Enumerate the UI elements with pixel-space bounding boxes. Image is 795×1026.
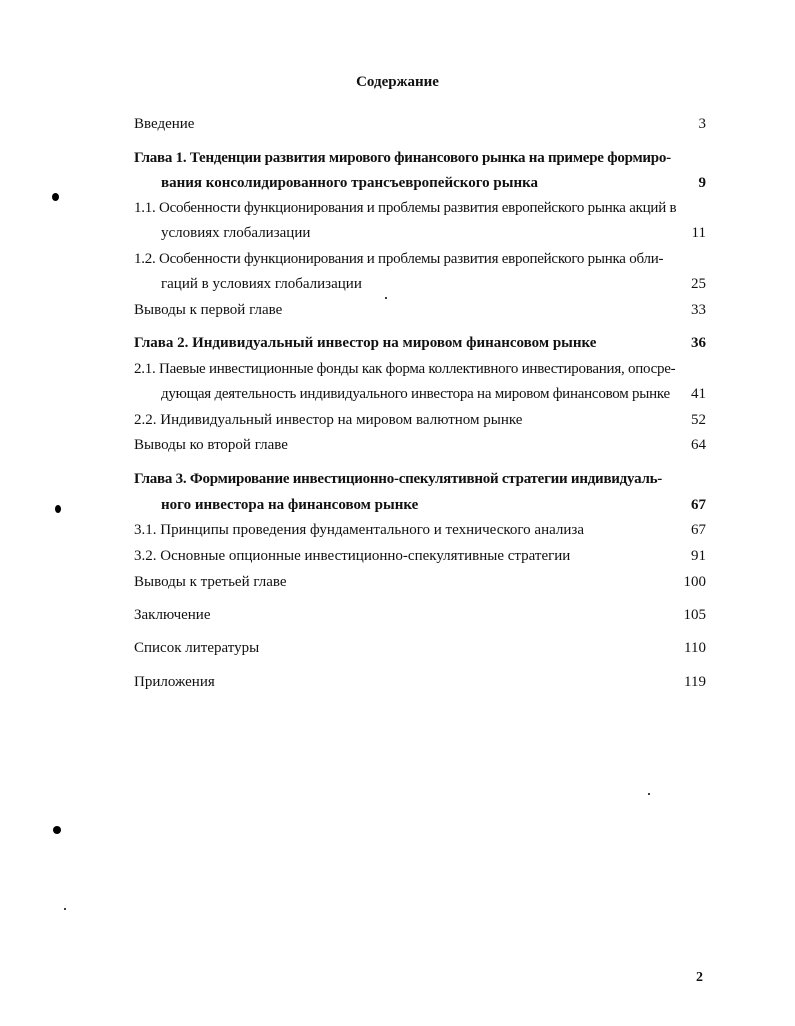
toc-entry-text: Глава 3. Формирование инвестиционно-спекулятивной стратегии индивидуаль- [134, 471, 663, 487]
toc-entry-page: 110 [684, 640, 706, 656]
scan-speck [385, 297, 387, 299]
toc-entry-page: 41 [691, 386, 706, 402]
toc-entry-page: 67 [691, 497, 706, 513]
page-number: 2 [696, 970, 703, 985]
toc-entry-text: Глава 1. Тенденции развития мирового финансового рынка на примере формиро- [134, 150, 671, 166]
binder-mark [52, 193, 59, 201]
toc-entry-text: ного инвестора на финансовом рынке [161, 497, 419, 513]
toc-entry-page: 36 [691, 335, 706, 351]
scan-speck [648, 793, 650, 795]
toc-entry-text: дующая деятельность индивидуального инвестора на мировом финансовом рынке [161, 386, 670, 402]
toc-entry-page: 105 [683, 607, 706, 623]
toc-entry-page: 11 [691, 225, 706, 241]
toc-entry-page: 52 [691, 412, 706, 428]
toc-entry-text: Заключение [134, 607, 211, 623]
toc-entry-text: вания консолидированного трансъевропейского рынка [161, 175, 539, 191]
toc-entry-page: 9 [698, 175, 706, 191]
toc-entry-text: 1.2. Особенности функционирования и проблемы развития европейского рынка обли- [134, 251, 664, 267]
toc-entry-text: гаций в условиях глобализации [161, 276, 362, 292]
toc-entry-text: 2.1. Паевые инвестиционные фонды как форма коллективного инвестирования, опосре- [134, 361, 676, 377]
toc-entry-text: Выводы к первой главе [134, 302, 283, 318]
toc-entry-text: Выводы ко второй главе [134, 437, 288, 453]
toc-entry-text: Выводы к третьей главе [134, 574, 287, 590]
toc-entry-text: Глава 2. Индивидуальный инвестор на мировом финансовом рынке [134, 335, 597, 351]
toc-entry-text: 1.1. Особенности функционирования и проблемы развития европейского рынка акций в [134, 200, 677, 216]
binder-mark [55, 505, 61, 513]
toc-entry-text: Список литературы [134, 640, 260, 656]
binder-mark [53, 826, 61, 834]
toc-entry-text: 2.2. Индивидуальный инвестор на мировом валютном рынке [134, 412, 523, 428]
toc-entry-page: 33 [691, 302, 706, 318]
toc-entry-page: 100 [683, 574, 706, 590]
toc-entry-page: 25 [691, 276, 706, 292]
toc-entry-text: Введение [134, 116, 195, 132]
toc-entry-text: 3.1. Принципы проведения фундаментального и технического анализа [134, 522, 584, 538]
toc-entry-page: 67 [691, 522, 706, 538]
toc-entry-text: Приложения [134, 674, 215, 690]
toc-entry-page: 91 [691, 548, 706, 564]
toc-entry-page: 3 [698, 116, 706, 132]
page-title: Содержание [356, 74, 439, 90]
toc-entry-text: 3.2. Основные опционные инвестиционно-спекулятивные стратегии [134, 548, 571, 564]
toc-entry-page: 119 [684, 674, 706, 690]
scan-speck [64, 908, 66, 910]
toc-entry-page: 64 [691, 437, 706, 453]
toc-entry-text: условиях глобализации [161, 225, 311, 241]
